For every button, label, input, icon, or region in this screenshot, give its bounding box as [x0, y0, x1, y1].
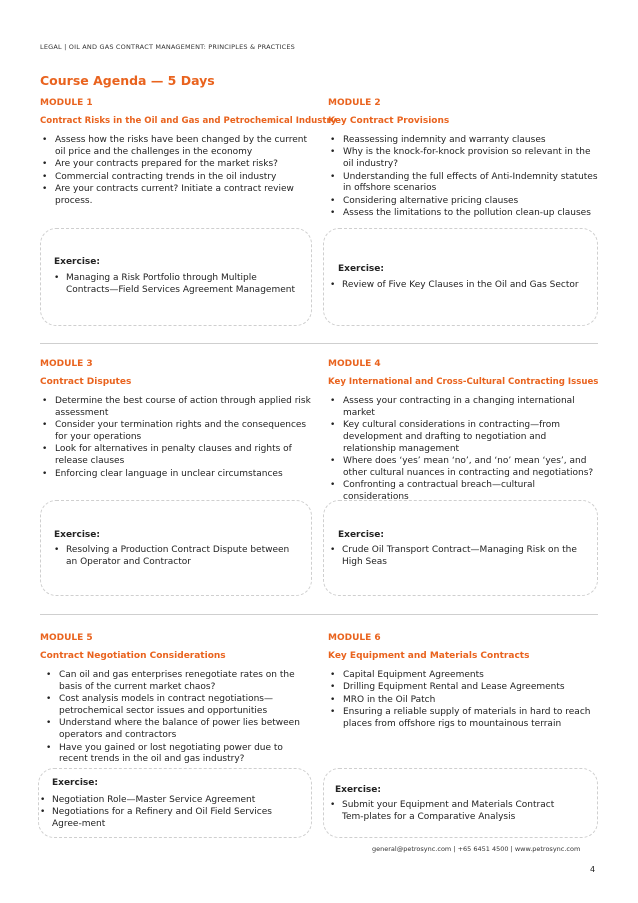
footer-contact: general@petrosync.com | +65 6451 4500 | www.petrosync.com	[372, 845, 581, 853]
exercise-list	[52, 545, 302, 569]
module-5	[40, 632, 312, 767]
list-item: • Capital Equipment Agreements	[328, 670, 600, 682]
list-item: • Review of Five Key Clauses in the Oil and Gas Sector	[328, 280, 590, 292]
module-2	[328, 97, 600, 221]
list-item: • Understanding the full effects of Anti-Indemnity statutes in offshore scenarios	[328, 172, 600, 196]
list-item: • Determine the best course of action through applied risk assessment	[40, 396, 312, 420]
exercise-title: Exercise:	[54, 257, 100, 267]
module-title: Key Contract Provisions	[328, 116, 450, 126]
module-title: Contract Disputes	[40, 377, 132, 387]
module-title: Contract Negotiation Considerations	[40, 651, 226, 661]
list-item: • Confronting a contractual breach—cultural considerations	[328, 480, 600, 504]
list-item: • Enforcing clear language in unclear circumstances	[40, 469, 312, 481]
list-item: • Understand where the balance of power lies between operators and contractors	[44, 718, 312, 742]
list-item: • Negotiations for a Refinery and Oil Field Services Agree-ment	[38, 807, 300, 831]
exercise-list	[328, 280, 590, 292]
module-bullets	[40, 135, 312, 208]
agenda-title: Course Agenda — 5 Days	[40, 73, 215, 88]
module-label: MODULE 3	[40, 359, 93, 369]
list-item: • Key cultural considerations in contracting—from development and drafting to negotiation and relationship management	[328, 420, 600, 455]
list-item: • Are your contracts current? Initiate a contract review process.	[40, 184, 312, 208]
list-item: • Why is the knock-for-knock provision so relevant in the oil industry?	[328, 147, 600, 171]
module-bullets	[328, 396, 600, 504]
exercise-title: Exercise:	[54, 530, 100, 540]
list-item: • Assess the limitations to the pollution clean-up clauses	[328, 208, 600, 220]
page-number: 4	[590, 865, 596, 874]
section-divider	[40, 614, 598, 615]
module-4	[328, 358, 600, 505]
list-item: • Commercial contracting trends in the oil industry	[40, 172, 312, 184]
list-item: • Crude Oil Transport Contract—Managing Risk on the High Seas	[328, 545, 578, 569]
exercise-title: Exercise:	[338, 530, 384, 540]
document-header: LEGAL | OIL AND GAS CONTRACT MANAGEMENT: PRINCIPLES & PRACTICES	[40, 43, 296, 51]
list-item: • Have you gained or lost negotiating power due to recent trends in the oil and gas industry?	[44, 743, 312, 767]
module-bullets	[328, 670, 600, 731]
module-title: Key Equipment and Materials Contracts	[328, 651, 530, 661]
exercise-list	[52, 273, 302, 297]
module-label: MODULE 6	[328, 633, 381, 643]
list-item: • Look for alternatives in penalty clauses and rights of release clauses	[40, 444, 312, 468]
list-item: • Considering alternative pricing clauses	[328, 196, 600, 208]
module-label: MODULE 1	[40, 98, 93, 108]
module-title: Contract Risks in the Oil and Gas and Petrochemical Industry	[40, 116, 337, 126]
exercise-list	[328, 545, 578, 569]
module-title: Key International and Cross-Cultural Contracting Issues	[328, 377, 599, 387]
list-item: • Managing a Risk Portfolio through Multiple Contracts—Field Services Agreement Management	[52, 273, 302, 297]
list-item: • Negotiation Role—Master Service Agreement	[38, 795, 300, 807]
list-item: • Ensuring a reliable supply of materials in hard to reach places from offshore rigs to mountainous terrain	[328, 707, 600, 731]
list-item: • Assess how the risks have been changed by the current oil price and the challenges in the economy	[40, 135, 312, 159]
exercise-list	[38, 795, 300, 830]
list-item: • Resolving a Production Contract Dispute between an Operator and Contractor	[52, 545, 302, 569]
list-item: • Assess your contracting in a changing international market	[328, 396, 600, 420]
module-6	[328, 632, 600, 731]
list-item: • Drilling Equipment Rental and Lease Agreements	[328, 682, 600, 694]
list-item: • Are your contracts prepared for the market risks?	[40, 159, 312, 171]
exercise-title: Exercise:	[52, 778, 98, 788]
exercise-title: Exercise:	[335, 785, 381, 795]
module-label: MODULE 2	[328, 98, 381, 108]
module-bullets	[40, 396, 312, 480]
list-item: • Can oil and gas enterprises renegotiate rates on the basis of the current market chaos?	[44, 670, 312, 694]
module-bullets	[44, 670, 312, 766]
list-item: • Submit your Equipment and Materials Contract Tem-plates for a Comparative Analysis	[328, 800, 578, 824]
section-divider	[40, 343, 598, 344]
list-item: • MRO in the Oil Patch	[328, 695, 600, 707]
exercise-title: Exercise:	[338, 264, 384, 274]
list-item: • Cost analysis models in contract negotiations—petrochemical sector issues and opportunities	[44, 694, 312, 718]
module-label: MODULE 5	[40, 633, 93, 643]
list-item: • Reassessing indemnity and warranty clauses	[328, 135, 600, 147]
module-label: MODULE 4	[328, 359, 381, 369]
list-item: • Where does ‘yes’ mean ‘no’, and ‘no’ mean ‘yes’, and other cultural nuances in contracting and negotiations?	[328, 456, 600, 480]
exercise-list	[328, 800, 578, 824]
exercise-box	[323, 228, 598, 326]
list-item: • Consider your termination rights and the consequences for your operations	[40, 420, 312, 444]
module-1	[40, 97, 337, 208]
module-bullets	[328, 135, 600, 220]
module-3	[40, 358, 312, 481]
